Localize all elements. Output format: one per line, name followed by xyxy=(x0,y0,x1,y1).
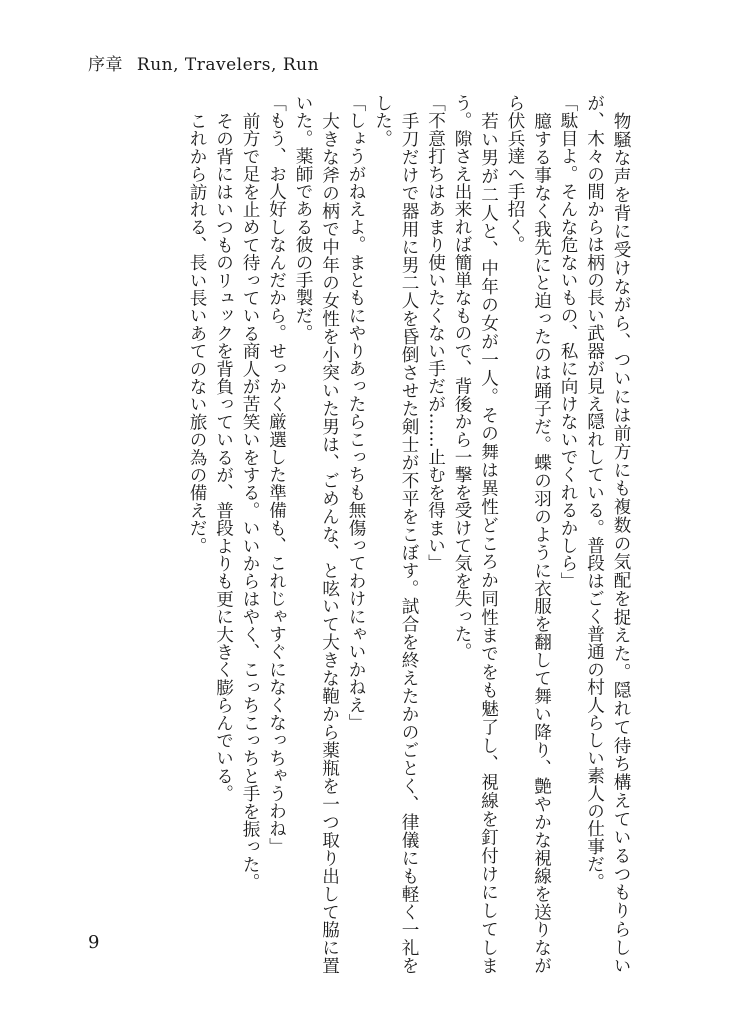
paragraph: 大きな斧の柄で中年の女性を小突いた男は、ごめんな、と呟いて大きな鞄から薬瓶を一つ取り出して脇に置いた。薬師である彼の手製だ。 xyxy=(293,94,340,974)
paragraph: これから訪れる、長い長いあてのない旅の為の備えだ。 xyxy=(187,111,207,555)
chapter-title: Run, Travelers, Run xyxy=(136,55,320,75)
paragraph: 前方で足を止めて待っている商人が苦笑いをする。いいからはやく、こっちこっちと手を振った。 xyxy=(240,111,260,891)
dialogue-line: 「しょうがねえよ。まともにやりあったらこっちも無傷ってわけにゃいかねえ」 xyxy=(346,94,366,732)
paragraph: その背にはいつものリュックを背負っているが、普段よりも更に大きく膨らんでいる。 xyxy=(213,111,234,802)
page-number: 9 xyxy=(88,932,100,953)
paragraph: 手刀だけで器用に男二人を昏倒させた剣士が不平をこぼす。試合を終えたかのごとく、律儀にも軽く一礼をした。 xyxy=(372,94,419,974)
running-header xyxy=(88,50,319,75)
paragraph: 臆する事なく我先にと迫ったのは踊子だ。蝶の羽のように衣服を翻して舞い降り、艶やかな視線を送りながら伏兵達へ手招く。 xyxy=(505,94,552,974)
dialogue-line: 「駄目よ。そんな危ないもの、私に向けないでくれるかしら」 xyxy=(558,94,578,590)
paragraph: 若い男が二人と、中年の女が一人。その舞は異性どころか同性までをも魅了し、視線を釘付けにしてしまう。隙さえ出来れば簡単なもので、背後から一撃を受けて気を失った。 xyxy=(452,94,499,974)
dialogue-line: 「もう、お人好しなんだから。せっかく厳選した準備も、これじゃすぐになくなっちゃうわね」 xyxy=(266,94,287,856)
vertical-body-text xyxy=(184,94,635,974)
dialogue-line: 「不意打ちはあまり使いたくない手だが……止むを得まい」 xyxy=(425,94,446,572)
paragraph: 物騒な声を背に受けながら、ついには前方にも複数の気配を捉えた。隠れて待ち構えているつもりらしいが、木々の間からは柄の長い武器が見え隠れしている。普段はごく普通の村人らしい素人の仕事だ。 xyxy=(584,94,631,974)
chapter-label: 序章 xyxy=(88,55,123,75)
